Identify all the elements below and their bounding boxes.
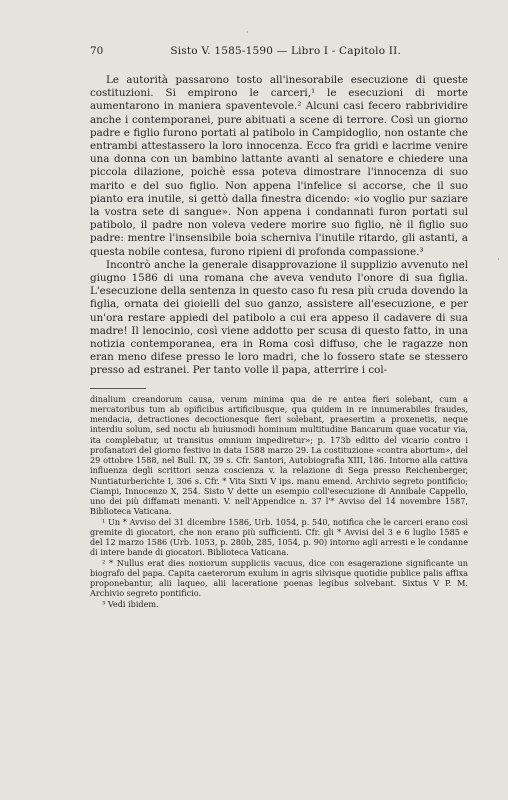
- main-text: [90, 74, 468, 378]
- paragraph: Le autorità passarono tosto all'inesorabile esecuzione di queste costituzioni. Si empirono le carceri,¹ le esecuzioni di morte aumentarono in maniera spaventevole.² Alcuni casi fecero rabbrividire anche i contemporanei, pure abituati a scene di terrore. Così un giorno padre e figlio furono portati al patibolo in Campidoglio, non ostante che entrambi attestassero la loro innocenza. Ecco fra gridi e lacrime venire una donna con un bambino lattante avanti al senatore e chiedere una piccola dilazione, poichè essa poteva dimostrare l'innocenza di suo marito e del suo figlio. Non appena l'infelice si accorse, che il suo pianto era inutile, si gettò dalla finestra dicendo: «io voglio pur saziare la vostra sete di sangue». Non appena i condannati furon portati sul patibolo, il padre non voleva vedere morire suo figlio, nè il figlio suo padre: mentre l'insensibile boia scherniva l'inutile ritardo, gli astanti, a questa nobile contesa, furono ripieni di profonda compassione.³: [90, 74, 468, 258]
- running-title: Sisto V. 1585-1590 — Libro I - Capitolo II.: [170, 45, 402, 57]
- footnote-divider: [90, 388, 146, 389]
- running-header: [90, 44, 468, 58]
- footnote-1: ¹ Un * Avviso del 31 dicembre 1586, Urb. 1054, p. 540, notifica che le carceri erano così gremite di giocatori, che non erano più sufficienti. Cfr. gli * Avvisi del 3 e 6 luglio 1585 e del 12 marzo 1586 (Urb. 1053, p. 280b, 285, 1054, p. 90) intorno agli arresti e le condanne di intere bande di giocatori. Biblioteca Vaticana.: [90, 516, 468, 558]
- footnote-3: ³ Vedi ibidem.: [102, 598, 159, 609]
- paragraph: Incontrò anche la generale disapprovazione il supplizio avvenuto nel giugno 1586 di una romana che aveva venduto l'onore di sua figlia. L'esecuzione della sentenza in questo caso fu resa più cruda dovendo la figlia, ornata dei gioielli del suo ganzo, assistere all'esecuzione, e per un'ora restare appiedi del patibolo a cui era appeso il cadavere di sua madre! Il lenocinio, così viene addotto per scusa di questo fatto, in una notizia contemporanea, era in Roma così diffuso, che le ragazze non eran meno difese presso le loro madri, che lo fossero state se stessero presso ad estranei. Per tanto volle il papa, atterrire i col-: [90, 258, 468, 377]
- print-mark: ·: [246, 28, 249, 37]
- footnote-2: ² * Nullus erat dies noxiorum suppliciis vacuus, dice con esagerazione significante un biografo del papa. Capita caeterorum exulum in agris silvisque quotidie publice palis affixa proponebantur, alii laqueo, alii laceratione poenas legibus solvebant. Sixtus V P. M. Archivio segreto pontificio.: [90, 557, 468, 599]
- page-number: 70: [90, 45, 104, 57]
- margin-mark: ·: [497, 255, 500, 264]
- footnote-continuation: dinalium creandorum causa, verum minima qua de re antea fieri solebant, cum a mercatoribus tum ab opificibus artificibusque, qua quidem in re innumerabiles fraudes, mendacia, detractiones decoctionesque fieri solebant, praesertim a proxenetis, neque interdiu solum, sed noctu ab huiusmodi hominum multitudine Bancarum quae vocatur via, ita complebatur, ut transitus omnium impediretur»; p. 173b editto del vicario contro i profanatori del giorno festivo in data 1588 marzo 29. La costituzione «contra abortum», del 29 ottobre 1588, nel Bull. IX, 39 s. Cfr. Santori, Autobiografia XIII, 186. Intorno alla cattiva influenza degli scrittori senza coscienza v. la relazione di Sega presso Reichenberger, Nuntiaturberichte I, 306 s. Cfr. * Vita Sixti V ips. manu emend. Archivio segreto pontificio; Ciampi, Innocenzo X, 254. Sisto V dette un esempio coll'esecuzione di Annibale Cappello, uno dei più diffamati menanti. V. nell'Appendice n. 37 l'* Avviso del 14 novembre 1587, Biblioteca Vaticana.: [90, 393, 468, 517]
- footnotes: [90, 394, 468, 609]
